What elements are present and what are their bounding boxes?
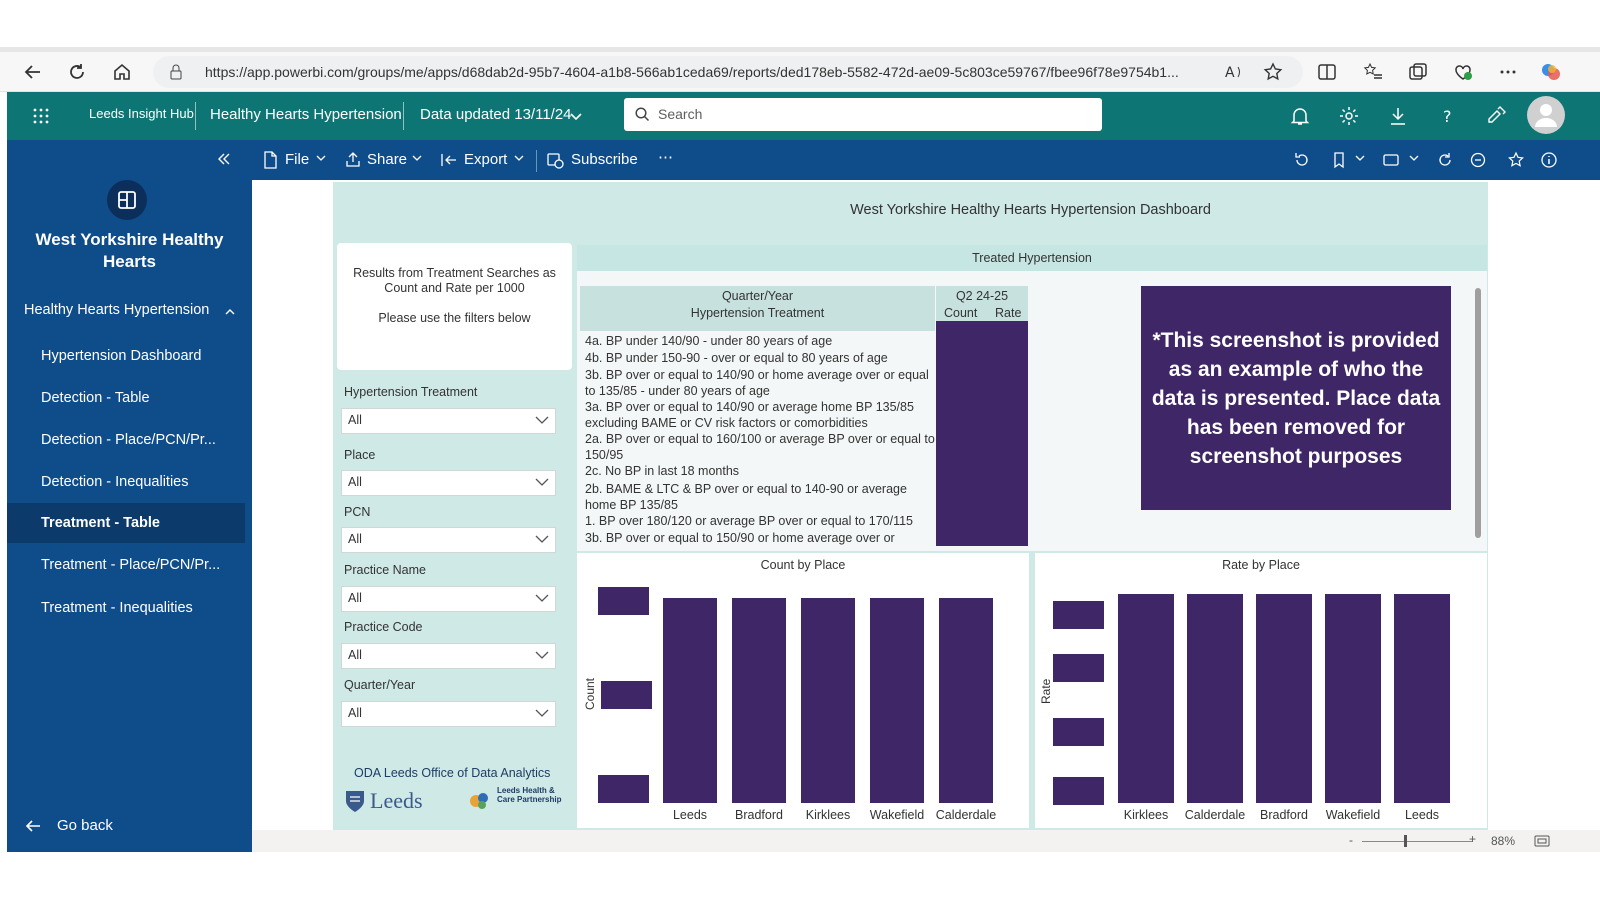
svg-text:A: A xyxy=(1225,65,1235,81)
chart-y-axis-label: Rate xyxy=(1039,678,1053,704)
chart-title: Rate by Place xyxy=(1222,558,1300,572)
table-row: 4a. BP under 140/90 - under 80 years of age xyxy=(585,334,833,348)
brand-logo[interactable]: Leeds Insight Hub xyxy=(89,106,194,121)
chart-x-tick-label: Kirklees xyxy=(1123,808,1169,822)
chevron-down-icon[interactable] xyxy=(316,154,334,172)
zoom-level: 88% xyxy=(1491,834,1516,848)
more-options-button[interactable]: ⋯ xyxy=(658,149,673,166)
table-row: 3b. BP over or equal to 140/90 or home average over or equal to 135/85 - under 80 years of age xyxy=(585,368,929,398)
report-toolbar xyxy=(252,140,1600,180)
zoom-in-button[interactable]: + xyxy=(1469,832,1477,846)
table-row: 4b. BP under 150-90 - over or equal to 80 years of age xyxy=(585,351,888,365)
table-row: 2c. No BP in last 18 months xyxy=(585,464,740,478)
matrix-period: Q2 24-25 xyxy=(955,289,1009,303)
chevron-down-icon xyxy=(535,650,549,660)
filter-practice-name-select[interactable] xyxy=(341,586,556,612)
chart-bar-bradford[interactable] xyxy=(732,598,786,803)
help-icon[interactable] xyxy=(1437,105,1459,127)
filter-label-practice-code: Practice Code xyxy=(344,620,423,634)
matrix-row-header xyxy=(580,286,935,331)
chart-x-tick-label: Calderdale xyxy=(935,808,997,822)
file-icon[interactable] xyxy=(262,151,280,169)
collapse-nav-icon[interactable] xyxy=(218,153,230,165)
chevron-down-icon[interactable] xyxy=(570,111,582,121)
chevron-up-icon[interactable] xyxy=(225,308,235,316)
search-placeholder: Search xyxy=(658,106,703,122)
chart-bar-wakefield[interactable] xyxy=(870,598,924,803)
count-by-place-chart[interactable] xyxy=(577,553,1029,828)
filter-pcn-select[interactable] xyxy=(341,527,556,553)
notifications-bell-icon[interactable] xyxy=(1289,105,1311,127)
export-icon[interactable] xyxy=(440,151,458,169)
filter-place-select[interactable] xyxy=(341,470,556,496)
header-divider xyxy=(195,102,196,130)
filter-value: All xyxy=(348,591,362,605)
redacted-axis-block xyxy=(598,775,649,803)
rate-by-place-chart[interactable] xyxy=(1035,553,1487,828)
nav-item-treatment-place[interactable]: Treatment - Place/PCN/Pr... xyxy=(41,557,221,573)
chart-bar-wakefield[interactable] xyxy=(1325,594,1381,803)
refresh-icon[interactable] xyxy=(66,61,88,83)
download-icon[interactable] xyxy=(1387,105,1409,127)
redacted-axis-block xyxy=(1053,654,1104,682)
read-aloud-icon[interactable] xyxy=(1223,61,1245,83)
chevron-down-icon xyxy=(535,534,549,544)
view-icon[interactable] xyxy=(1382,151,1400,169)
redacted-axis-block xyxy=(601,681,652,709)
favorite-icon[interactable] xyxy=(1507,151,1525,169)
filter-value: All xyxy=(348,532,362,546)
search-icon xyxy=(635,107,650,122)
chevron-down-icon xyxy=(535,593,549,603)
chevron-down-icon[interactable] xyxy=(1409,154,1427,172)
back-icon[interactable] xyxy=(22,61,44,83)
chart-x-tick-label: Bradford xyxy=(1260,808,1308,822)
info-icon[interactable] xyxy=(1540,151,1558,169)
chart-x-tick-label: Kirklees xyxy=(805,808,851,822)
matrix-col-count: Count xyxy=(944,306,978,320)
filter-value: All xyxy=(348,413,362,427)
redacted-axis-block xyxy=(598,587,649,615)
leeds-logo-text: Leeds xyxy=(370,788,423,813)
filter-hypertension-treatment-select[interactable] xyxy=(341,408,556,434)
info-card xyxy=(337,243,572,370)
comment-icon[interactable] xyxy=(1469,151,1487,169)
table-row: 3b. BP over or equal to 150/90 or home average over or xyxy=(585,531,895,545)
screenshot-note: *This screenshot is provided as an example of who the data is presented. Place data has been removed for screenshot purposes xyxy=(1141,286,1451,510)
chevron-down-icon[interactable] xyxy=(412,154,430,172)
filter-value: All xyxy=(348,706,362,720)
redacted-axis-block xyxy=(1053,718,1104,746)
browser-toolbar xyxy=(0,52,1600,92)
chart-x-tick-label: Calderdale xyxy=(1184,808,1246,822)
filter-label-quarter-year: Quarter/Year xyxy=(344,678,416,692)
address-bar[interactable] xyxy=(153,56,1303,88)
chart-bar-calderdale[interactable] xyxy=(939,598,993,803)
chart-x-tick-label: Wakefield xyxy=(869,808,925,822)
share-icon[interactable] xyxy=(344,151,362,169)
table-row: 2a. BP over or equal to 160/100 or average BP over or equal to 150/95 xyxy=(585,432,935,462)
filter-label-practice-name: Practice Name xyxy=(344,563,426,577)
chart-x-tick-label: Leeds xyxy=(1404,808,1440,822)
chart-y-axis-label: Count xyxy=(583,677,597,710)
data-updated-dropdown[interactable]: Data updated 13/11/24 xyxy=(420,106,572,123)
left-navigation xyxy=(7,140,252,852)
fit-to-page-icon[interactable] xyxy=(1534,834,1550,848)
lock-icon[interactable] xyxy=(169,64,183,80)
info-text: Results from Treatment Searches as Count and Rate per 1000 xyxy=(353,266,556,295)
status-bar xyxy=(252,830,1600,852)
powerbi-header xyxy=(7,92,1600,140)
app-title[interactable]: Healthy Hearts Hypertension xyxy=(210,106,402,123)
nav-item-hypertension-dashboard[interactable]: Hypertension Dashboard xyxy=(41,348,202,364)
chart-bar-leeds[interactable] xyxy=(663,598,717,803)
table-row: 2b. BAME & LTC & BP over or equal to 140-90 or average home BP 135/85 xyxy=(585,482,907,512)
nav-item-treatment-table[interactable]: Treatment - Table xyxy=(7,503,245,543)
go-back-link[interactable]: Go back xyxy=(57,817,113,834)
nav-item-detection-inequalities[interactable]: Detection - Inequalities xyxy=(41,474,189,490)
nav-item-detection-place[interactable]: Detection - Place/PCN/Pr... xyxy=(41,432,216,448)
leeds-council-logo xyxy=(344,788,436,816)
app-logo-icon xyxy=(107,180,147,220)
redacted-axis-block xyxy=(1053,601,1104,629)
zoom-out-button[interactable]: - xyxy=(1349,833,1353,847)
chevron-down-icon[interactable] xyxy=(1355,154,1373,172)
matrix-col-rate: Rate xyxy=(995,306,1022,320)
browser-menu-icon[interactable] xyxy=(1497,61,1519,83)
chevron-down-icon xyxy=(535,708,549,718)
info-instruction: Please use the filters below xyxy=(378,311,531,325)
matrix-column-header xyxy=(936,286,1028,321)
zoom-slider-thumb[interactable] xyxy=(1404,835,1407,847)
nav-app-title: West Yorkshire Healthy Hearts xyxy=(35,230,224,271)
copilot-icon[interactable] xyxy=(1540,61,1562,83)
nav-group-header[interactable]: Healthy Hearts Hypertension xyxy=(24,302,210,318)
url-text: https://app.powerbi.com/groups/me/apps/d68dab2d-95b7-4604-a1b8-566ab1ceda69/reports/ded178eb-5582-472d-ae09-5c803ce59767/fbee96f78e9754b1... xyxy=(205,64,1179,80)
user-avatar[interactable] xyxy=(1527,96,1565,134)
reset-icon[interactable] xyxy=(1293,151,1311,169)
collections-icon[interactable] xyxy=(1407,61,1429,83)
search-input[interactable] xyxy=(624,98,1102,131)
bookmark-icon[interactable] xyxy=(1330,151,1348,169)
oda-footer-text: ODA Leeds Office of Data Analytics xyxy=(354,766,551,780)
chart-bar-kirklees[interactable] xyxy=(801,598,855,803)
chart-bar-kirklees[interactable] xyxy=(1118,594,1174,803)
chart-x-tick-label: Wakefield xyxy=(1325,808,1381,822)
chart-bar-calderdale[interactable] xyxy=(1187,594,1243,803)
matrix-scrollbar[interactable] xyxy=(1475,288,1481,538)
refresh-visual-icon[interactable] xyxy=(1436,151,1454,169)
table-section-title: Treated Hypertension xyxy=(577,245,1487,271)
filter-value: All xyxy=(348,648,362,662)
chart-x-tick-label: Bradford xyxy=(735,808,783,822)
favorite-star-icon[interactable] xyxy=(1262,61,1284,83)
chart-bar-leeds[interactable] xyxy=(1394,594,1450,803)
partnership-logo-text: Leeds Health & Care Partnership xyxy=(497,786,562,804)
filter-label-place: Place xyxy=(344,448,376,462)
header-divider xyxy=(403,102,404,130)
partnership-logo xyxy=(468,786,562,816)
feedback-icon[interactable] xyxy=(1485,105,1507,127)
subscribe-icon[interactable] xyxy=(546,151,564,169)
home-icon[interactable] xyxy=(111,61,133,83)
redacted-data-column xyxy=(936,321,1028,546)
app-launcher-icon[interactable] xyxy=(32,107,50,125)
report-title: West Yorkshire Healthy Hearts Hypertension Dashboard xyxy=(850,202,1211,218)
subscribe-button[interactable]: Subscribe xyxy=(571,151,638,168)
table-row: 3a. BP over or equal to 140/90 or average home BP 135/85 excluding BAME or CV risk factors or comorbidities xyxy=(585,400,914,430)
chevron-down-icon xyxy=(535,477,549,487)
filter-practice-code-select[interactable] xyxy=(341,643,556,669)
filter-label-pcn: PCN xyxy=(344,505,371,519)
nav-item-treatment-inequalities[interactable]: Treatment - Inequalities xyxy=(41,600,193,616)
nav-item-detection-table[interactable]: Detection - Table xyxy=(41,390,150,406)
chart-x-tick-label: Leeds xyxy=(672,808,708,822)
filter-value: All xyxy=(348,475,362,489)
browser-essentials-icon[interactable] xyxy=(1452,61,1474,83)
favorites-list-icon[interactable] xyxy=(1362,61,1384,83)
filter-quarter-year-select[interactable] xyxy=(341,701,556,727)
export-menu[interactable]: Export xyxy=(464,151,508,168)
chevron-down-icon xyxy=(535,415,549,425)
svg-text:?: ? xyxy=(1443,107,1452,126)
zoom-slider[interactable] xyxy=(1362,841,1472,842)
chart-title: Count by Place xyxy=(760,558,846,572)
matrix-header-treatment: Hypertension Treatment xyxy=(690,306,825,320)
share-menu[interactable]: Share xyxy=(367,151,408,168)
filter-label-hypertension-treatment: Hypertension Treatment xyxy=(344,385,478,399)
redacted-axis-block xyxy=(1053,777,1104,805)
chart-bar-bradford[interactable] xyxy=(1256,594,1312,803)
settings-gear-icon[interactable] xyxy=(1338,105,1360,127)
split-screen-icon[interactable] xyxy=(1316,61,1338,83)
chevron-down-icon[interactable] xyxy=(514,154,532,172)
file-menu[interactable]: File xyxy=(285,151,310,168)
toolbar-divider xyxy=(536,150,537,172)
arrow-left-icon[interactable] xyxy=(25,819,41,833)
table-row: 1. BP over 180/120 or average BP over or equal to 170/115 xyxy=(585,514,914,528)
matrix-header-quarter: Quarter/Year xyxy=(721,289,794,303)
